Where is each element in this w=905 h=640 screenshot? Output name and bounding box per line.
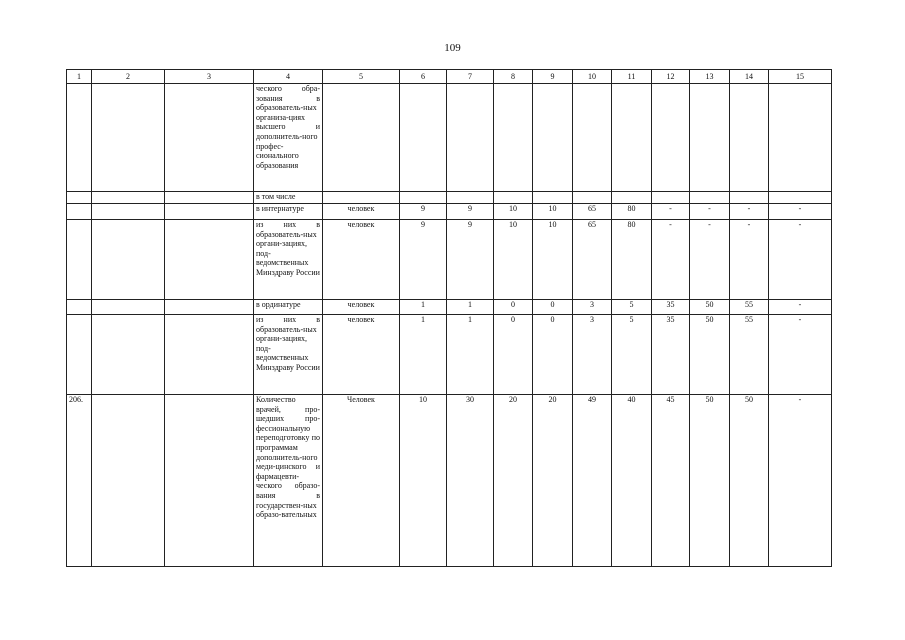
col3-cell [165, 192, 254, 204]
value-cell: 49 [573, 395, 612, 567]
col2-cell [92, 220, 165, 300]
value-cell: 0 [533, 315, 573, 395]
header-cell: 10 [573, 70, 612, 84]
col2-cell [92, 315, 165, 395]
table-row [67, 395, 832, 567]
value-cell [690, 192, 730, 204]
col2-cell [92, 192, 165, 204]
col3-cell [165, 220, 254, 300]
header-cell: 1 [67, 70, 92, 84]
value-cell: 0 [494, 300, 533, 315]
value-cell [494, 192, 533, 204]
unit-cell: Человек [323, 395, 400, 567]
value-cell: 35 [652, 315, 690, 395]
unit-cell: человек [323, 204, 400, 220]
unit-cell: человек [323, 315, 400, 395]
value-cell: 9 [400, 204, 447, 220]
value-cell: - [690, 204, 730, 220]
value-cell: 80 [612, 204, 652, 220]
header-cell: 15 [769, 70, 832, 84]
row-number-cell [67, 84, 92, 192]
value-cell [769, 192, 832, 204]
unit-cell [323, 192, 400, 204]
value-cell: 40 [612, 395, 652, 567]
value-cell: 5 [612, 315, 652, 395]
value-cell: 0 [533, 300, 573, 315]
value-cell: 55 [730, 315, 769, 395]
col3-cell [165, 204, 254, 220]
table-row [67, 84, 832, 192]
value-cell [612, 192, 652, 204]
value-cell: - [769, 204, 832, 220]
value-cell: - [769, 300, 832, 315]
value-cell [690, 84, 730, 192]
value-cell: 80 [612, 220, 652, 300]
value-cell [730, 84, 769, 192]
row-number-cell [67, 204, 92, 220]
col2-cell [92, 84, 165, 192]
value-cell: 1 [447, 315, 494, 395]
table-row [67, 220, 832, 300]
value-cell [533, 84, 573, 192]
value-cell: 50 [690, 300, 730, 315]
value-cell [652, 84, 690, 192]
table-row [67, 204, 832, 220]
value-cell: - [690, 220, 730, 300]
value-cell [769, 84, 832, 192]
value-cell: 20 [494, 395, 533, 567]
header-cell: 12 [652, 70, 690, 84]
value-cell: 9 [447, 204, 494, 220]
header-cell: 13 [690, 70, 730, 84]
value-cell: - [652, 204, 690, 220]
header-cell: 6 [400, 70, 447, 84]
value-cell: - [652, 220, 690, 300]
value-cell: 45 [652, 395, 690, 567]
value-cell [400, 192, 447, 204]
col3-cell [165, 395, 254, 567]
value-cell: 20 [533, 395, 573, 567]
header-cell: 11 [612, 70, 652, 84]
value-cell [533, 192, 573, 204]
unit-cell [323, 84, 400, 192]
value-cell [447, 84, 494, 192]
value-cell: 5 [612, 300, 652, 315]
value-cell: 9 [400, 220, 447, 300]
value-cell: - [769, 395, 832, 567]
header-cell: 2 [92, 70, 165, 84]
value-cell: - [769, 315, 832, 395]
value-cell [494, 84, 533, 192]
value-cell [573, 84, 612, 192]
col2-cell [92, 395, 165, 567]
header-cell: 14 [730, 70, 769, 84]
value-cell: 55 [730, 300, 769, 315]
value-cell: 10 [533, 204, 573, 220]
value-cell: 65 [573, 220, 612, 300]
indicator-name-cell: ческого обра-зования в образователь-ных организа-циях высшего и дополнитель-ного профес-сионального образования [254, 84, 323, 192]
unit-cell: человек [323, 220, 400, 300]
value-cell: - [730, 204, 769, 220]
value-cell: 35 [652, 300, 690, 315]
value-cell: 0 [494, 315, 533, 395]
header-cell: 7 [447, 70, 494, 84]
header-row [67, 70, 832, 84]
indicator-name-cell: из них в образователь-ных органи-зациях, под-ведомственных Минздраву России [254, 220, 323, 300]
value-cell: 1 [400, 300, 447, 315]
value-cell: 50 [690, 315, 730, 395]
header-cell: 5 [323, 70, 400, 84]
row-number-cell [67, 220, 92, 300]
page-number: 109 [444, 42, 461, 54]
header-cell: 8 [494, 70, 533, 84]
col3-cell [165, 300, 254, 315]
value-cell: 1 [400, 315, 447, 395]
table-row [67, 315, 832, 395]
indicator-name-cell: в ординатуре [254, 300, 323, 315]
value-cell [573, 192, 612, 204]
row-number-cell [67, 192, 92, 204]
value-cell [730, 192, 769, 204]
table-row [67, 300, 832, 315]
indicator-name-cell: в интернатуре [254, 204, 323, 220]
col3-cell [165, 315, 254, 395]
table-row [67, 192, 832, 204]
value-cell: 30 [447, 395, 494, 567]
header-cell: 4 [254, 70, 323, 84]
value-cell: 3 [573, 300, 612, 315]
indicator-name-cell: из них в образователь-ных органи-зациях, под-ведомственных Минздраву России [254, 315, 323, 395]
col3-cell [165, 84, 254, 192]
header-cell: 9 [533, 70, 573, 84]
header-cell: 3 [165, 70, 254, 84]
value-cell: 9 [447, 220, 494, 300]
value-cell: 50 [730, 395, 769, 567]
indicator-name-cell: в том числе [254, 192, 323, 204]
row-number-cell [67, 315, 92, 395]
value-cell: 65 [573, 204, 612, 220]
col2-cell [92, 204, 165, 220]
col2-cell [92, 300, 165, 315]
row-number-cell: 206. [67, 395, 92, 567]
value-cell: - [730, 220, 769, 300]
value-cell: 10 [400, 395, 447, 567]
indicator-name-cell: Количество врачей, про-шедших про-фессиональную переподготовку по программам дополнитель-ного меди-цинского и фармацевти-ческого образо-вания в государствен-ных образо-вательных [254, 395, 323, 567]
value-cell [652, 192, 690, 204]
value-cell [447, 192, 494, 204]
value-cell: 1 [447, 300, 494, 315]
value-cell: 50 [690, 395, 730, 567]
unit-cell: человек [323, 300, 400, 315]
value-cell: 10 [533, 220, 573, 300]
value-cell: - [769, 220, 832, 300]
value-cell: 10 [494, 220, 533, 300]
value-cell: 3 [573, 315, 612, 395]
row-number-cell [67, 300, 92, 315]
value-cell: 10 [494, 204, 533, 220]
value-cell [400, 84, 447, 192]
value-cell [612, 84, 652, 192]
data-table [66, 69, 832, 567]
